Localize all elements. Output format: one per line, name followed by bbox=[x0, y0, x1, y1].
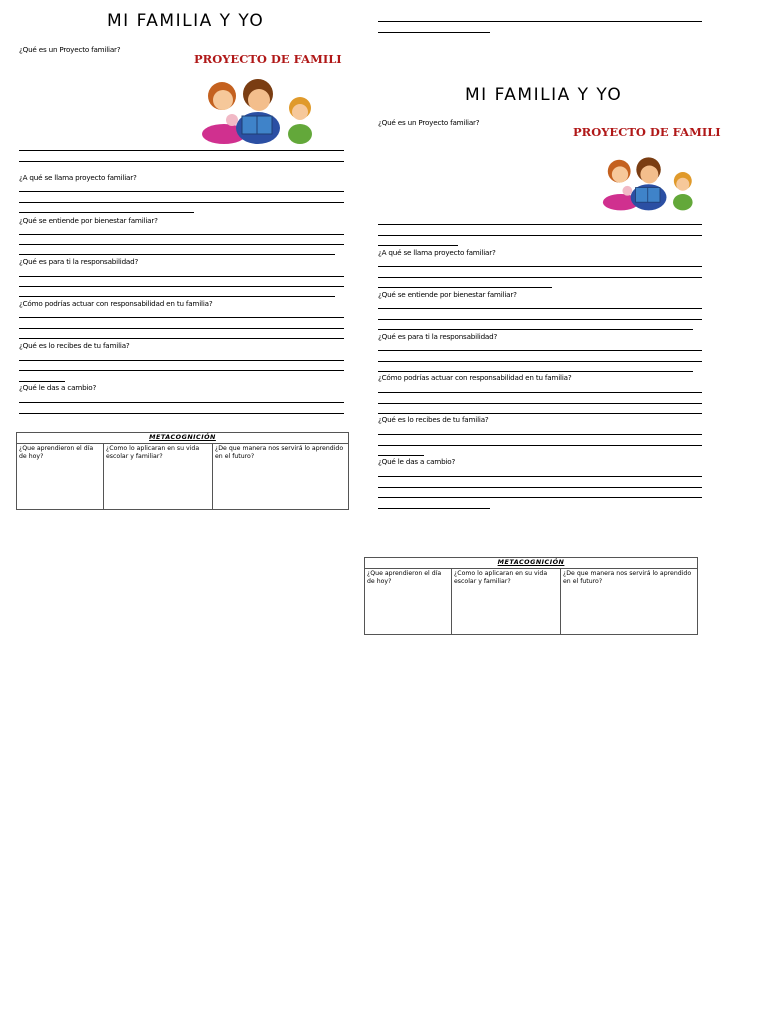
question-5: ¿Cómo podrías actuar con responsabilidad en tu familia? bbox=[19, 299, 213, 308]
answer-line bbox=[378, 392, 702, 393]
question-2: ¿A qué se llama proyecto familiar? bbox=[19, 173, 137, 182]
project-logo-text: PROYECTO DE FAMILI bbox=[573, 125, 721, 139]
page-title: MI FAMILIA Y YO bbox=[107, 11, 265, 31]
answer-line bbox=[378, 235, 702, 236]
metacognition-col-1: ¿Que aprendieron el día de hoy? bbox=[17, 444, 104, 510]
answer-line bbox=[378, 319, 702, 320]
answer-line bbox=[378, 308, 702, 309]
question-3: ¿Qué se entiende por bienestar familiar? bbox=[378, 290, 517, 299]
answer-line bbox=[378, 350, 702, 351]
answer-line bbox=[378, 508, 490, 509]
answer-line bbox=[378, 224, 702, 225]
answer-line bbox=[378, 476, 702, 477]
metacognition-col-3: ¿De que manera nos servirá lo aprendido en el futuro? bbox=[561, 569, 698, 635]
metacognition-col-2: ¿Como lo aplicaran en su vida escolar y familiar? bbox=[452, 569, 561, 635]
metacognition-header: METACOGNICIÓN bbox=[17, 433, 349, 444]
answer-line bbox=[378, 361, 702, 362]
answer-line bbox=[378, 287, 552, 288]
question-1: ¿Qué es un Proyecto familiar? bbox=[378, 118, 480, 127]
question-4: ¿Qué es para ti la responsabilidad? bbox=[19, 257, 139, 266]
answer-line bbox=[378, 487, 702, 488]
question-5: ¿Cómo podrías actuar con responsabilidad en tu familia? bbox=[378, 373, 572, 382]
question-1: ¿Qué es un Proyecto familiar? bbox=[19, 45, 121, 54]
answer-line bbox=[378, 277, 702, 278]
metacognition-col-2: ¿Como lo aplicaran en su vida escolar y familiar? bbox=[104, 444, 213, 510]
answer-line bbox=[378, 371, 693, 372]
metacognition-col-1: ¿Que aprendieron el día de hoy? bbox=[365, 569, 452, 635]
question-3: ¿Qué se entiende por bienestar familiar? bbox=[19, 216, 158, 225]
question-7: ¿Qué le das a cambio? bbox=[19, 383, 97, 392]
answer-line bbox=[378, 32, 490, 33]
answer-line bbox=[378, 21, 702, 22]
family-illustration bbox=[598, 143, 704, 219]
page-title: MI FAMILIA Y YO bbox=[465, 85, 623, 105]
question-2: ¿A qué se llama proyecto familiar? bbox=[378, 248, 496, 257]
metacognition-header: METACOGNICIÓN bbox=[365, 558, 698, 569]
project-logo-text: PROYECTO DE FAMILI bbox=[194, 52, 342, 66]
answer-line bbox=[378, 455, 424, 456]
question-6: ¿Qué es lo recibes de tu familia? bbox=[378, 415, 489, 424]
answer-line bbox=[378, 403, 702, 404]
answer-line bbox=[378, 434, 702, 435]
question-6: ¿Qué es lo recibes de tu familia? bbox=[19, 341, 130, 350]
answer-line bbox=[378, 445, 702, 446]
metacognition-table bbox=[364, 557, 698, 635]
answer-line bbox=[378, 413, 702, 414]
answer-line bbox=[378, 497, 702, 498]
question-7: ¿Qué le das a cambio? bbox=[378, 457, 456, 466]
question-4: ¿Qué es para ti la responsabilidad? bbox=[378, 332, 498, 341]
answer-line bbox=[378, 245, 458, 246]
answer-line bbox=[378, 266, 702, 267]
metacognition-col-3: ¿De que manera nos servirá lo aprendido en el futuro? bbox=[213, 444, 349, 510]
answer-line bbox=[378, 329, 693, 330]
